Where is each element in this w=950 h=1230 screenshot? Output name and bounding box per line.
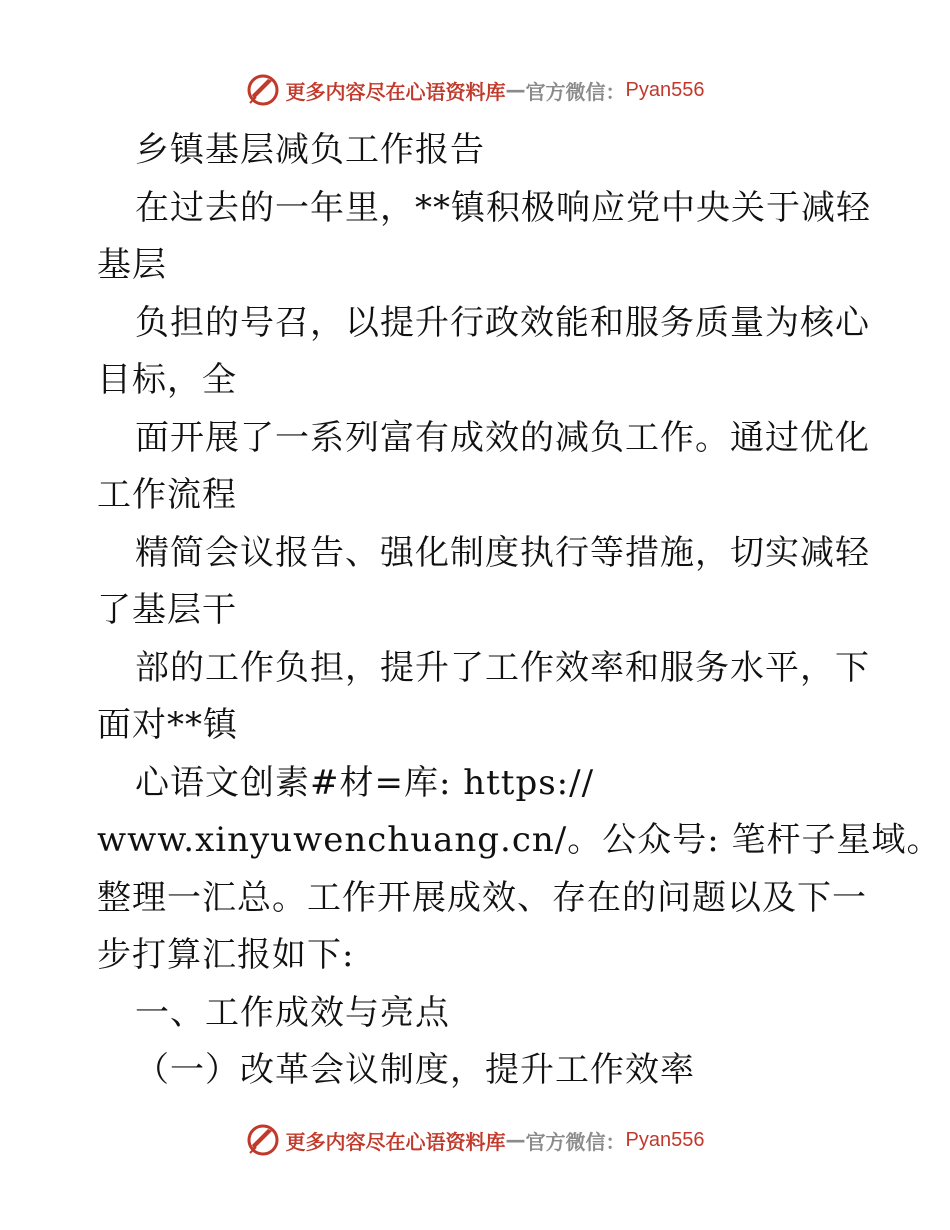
paragraph-line: 部的工作负担，提升了工作效率和服务水平，下 [135,647,870,688]
watermark-dash: — [505,78,526,102]
paragraph-line: 在过去的一年里，**镇积极响应党中央关于减轻 [135,187,871,228]
watermark-footer [0,1122,950,1158]
watermark-wechat-label: 官方微信： [525,1129,626,1154]
document-body [97,122,942,1100]
watermark-header [0,72,950,108]
paragraph-line: 步打算汇报如下: [97,935,355,975]
document-title: 乡镇基层减负工作报告 [135,130,485,170]
quill-logo-icon [246,1123,280,1157]
paragraph-line: 精简会议报告、强化制度执行等措施，切实减轻 [135,532,870,573]
watermark-wechat-label: 官方微信： [525,79,626,104]
paragraph-line: 了基层干 [97,590,237,630]
paragraph-line: www.xinyuwenchuang.cn/。公众号: 笔杆子星域。 [97,820,942,860]
section-heading: 一、工作成效与亮点 [135,992,450,1033]
watermark-wechat-id: Pyan556 [625,1128,705,1151]
paragraph-line: 基层 [97,245,167,285]
paragraph-line: 目标，全 [97,360,237,400]
quill-logo-icon [246,73,280,107]
watermark-brand-text: 更多内容尽在心语资料库 [285,79,506,104]
watermark-brand-text: 更多内容尽在心语资料库 [285,1129,506,1154]
paragraph-line: 工作流程 [97,475,237,515]
paragraph-line: 负担的号召，以提升行政效能和服务质量为核心 [135,302,870,343]
paragraph-line: 整理一汇总。工作开展成效、存在的问题以及下一 [97,877,867,918]
watermark-dash: — [505,1128,526,1152]
paragraph-line: 面对**镇 [97,705,238,745]
paragraph-line: 面开展了一系列富有成效的减负工作。通过优化 [135,417,870,458]
paragraph-line: 心语文创素#材=库: https:// [135,762,595,803]
watermark-wechat-id: Pyan556 [625,78,705,101]
subsection-heading: （一）改革会议制度，提升工作效率 [135,1050,695,1090]
